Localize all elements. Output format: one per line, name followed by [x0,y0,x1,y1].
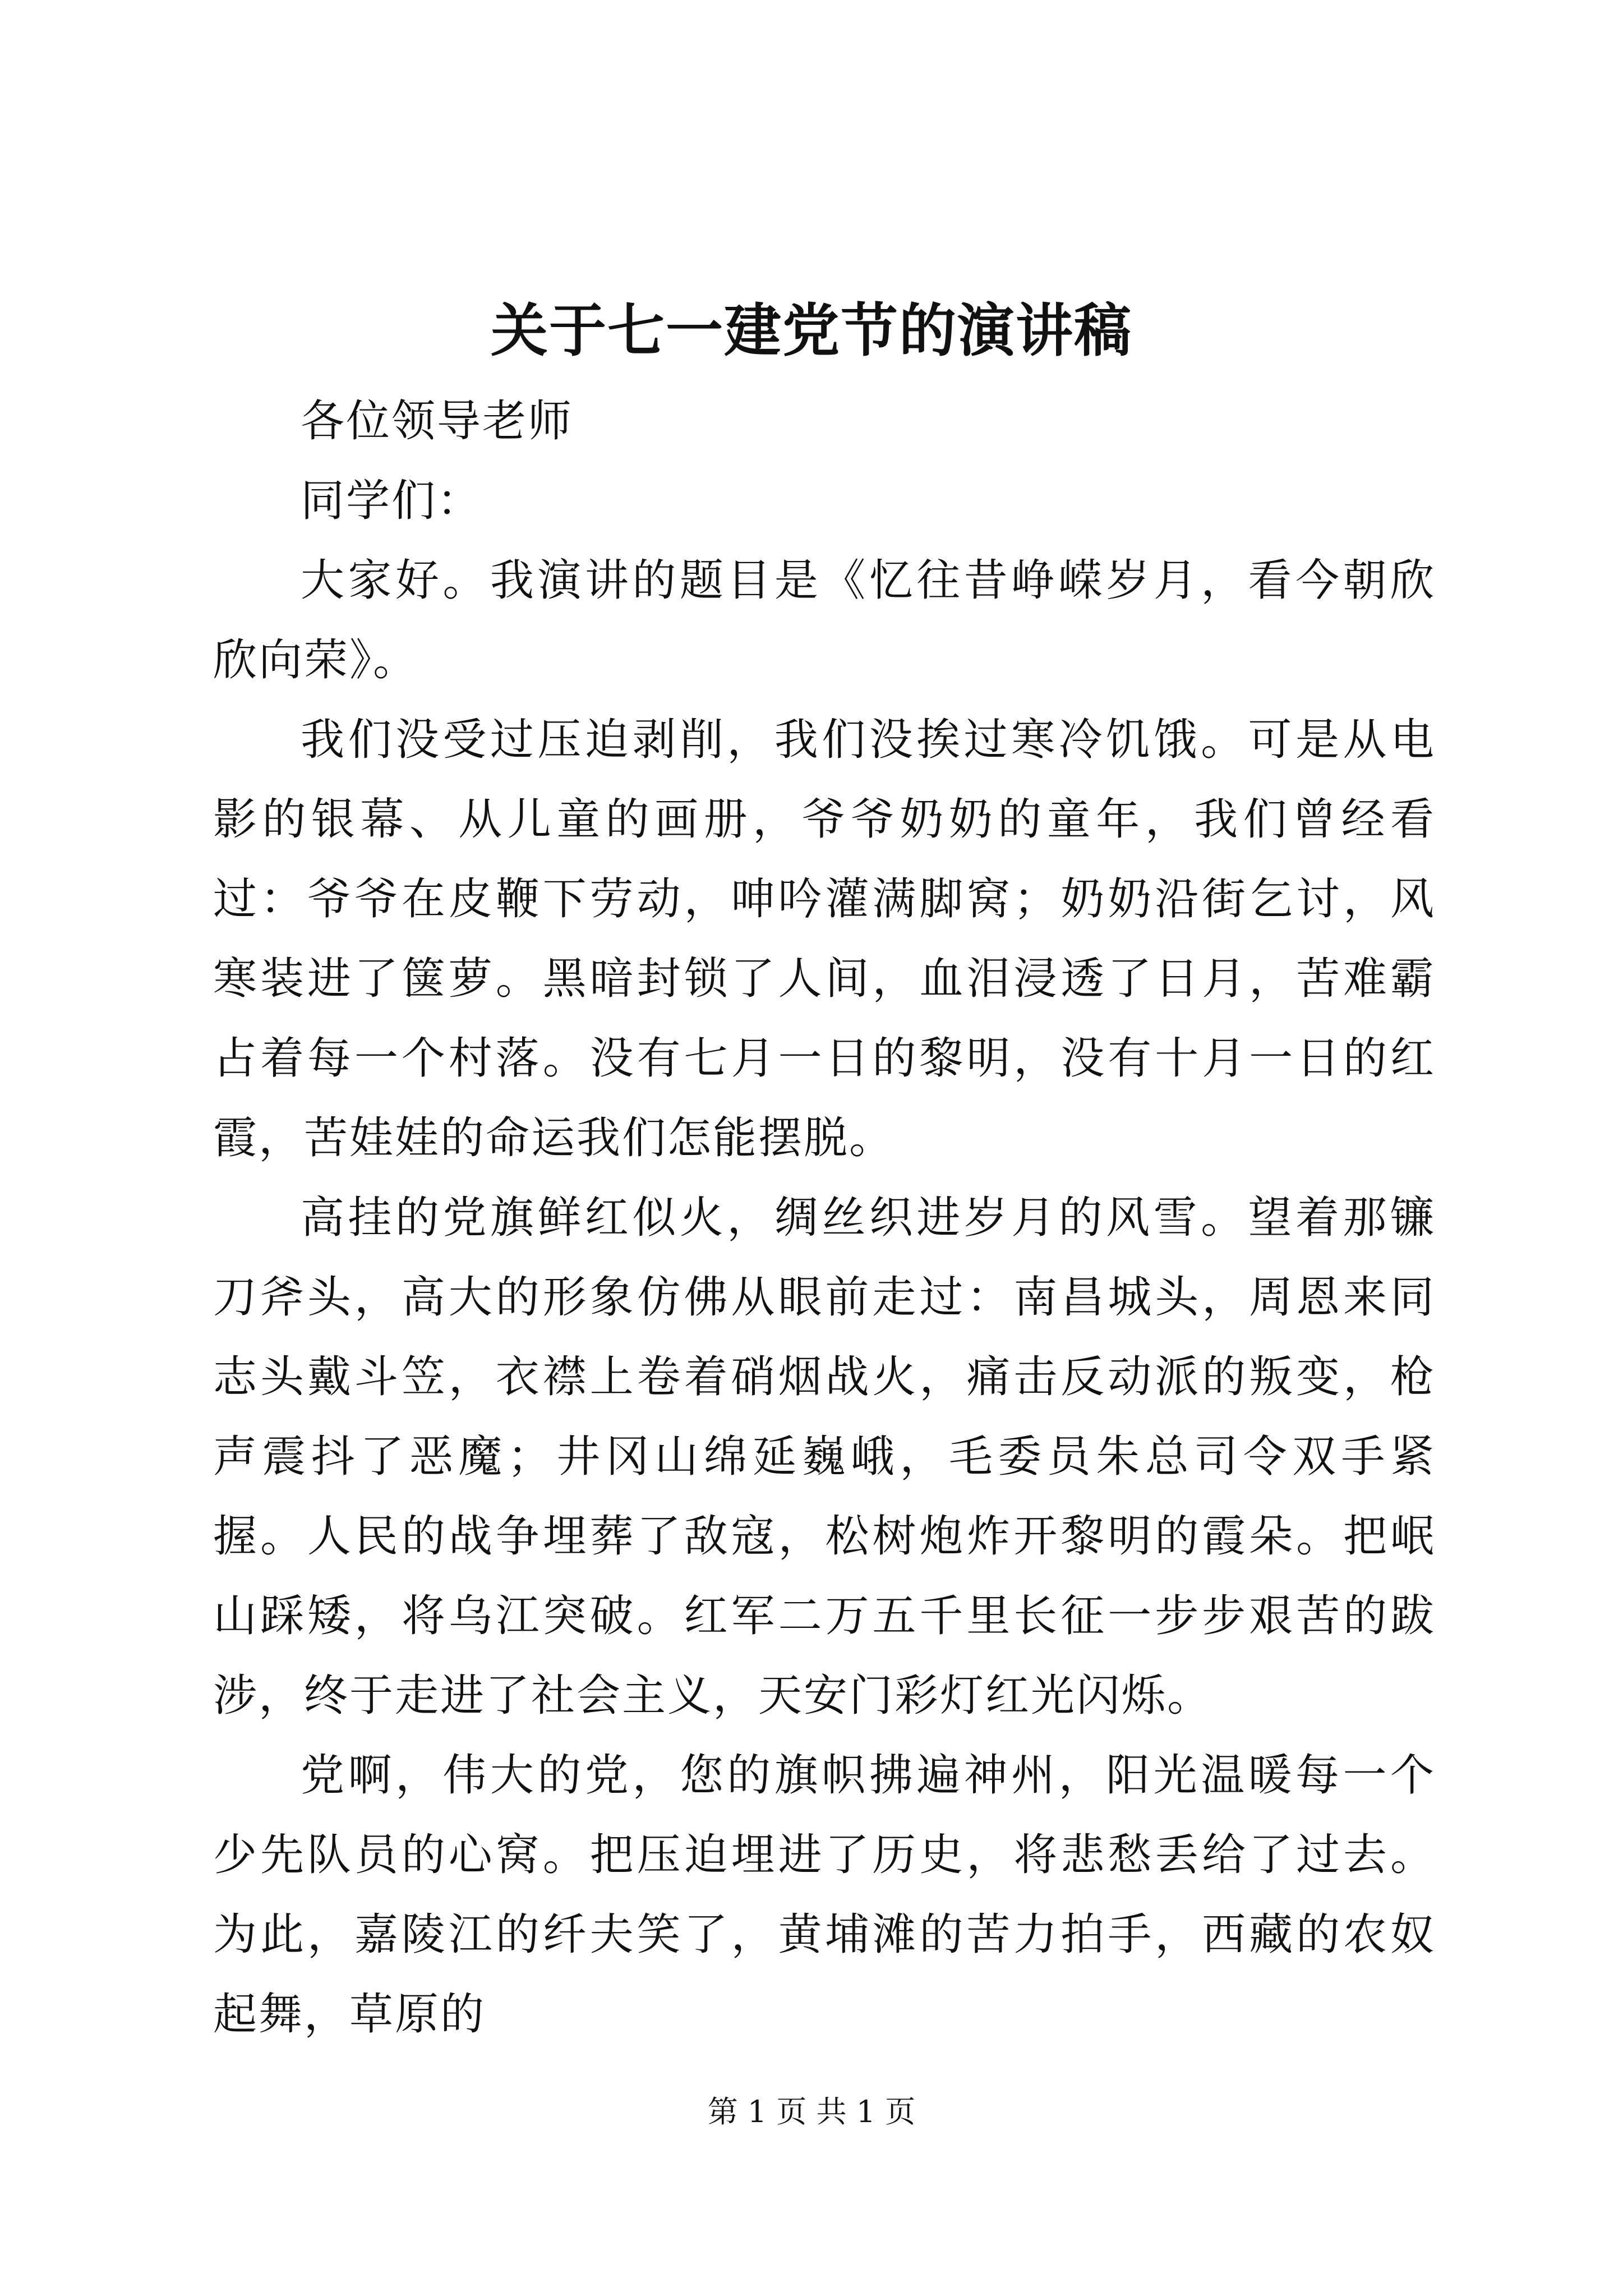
paragraph-greeting: 大家好。我演讲的题目是《忆往昔峥嵘岁月，看今朝欣欣向荣》。 [213,555,1436,685]
paragraph-salutation: 各位领导老师 [301,396,574,447]
paragraph-praise: 党啊，伟大的党，您的旗帜拂遍神州，阳光温暖每一个少先队员的心窝。把压迫埋进了历史，将悲愁丢给了过去。为此，嘉陵江的纤夫笑了，黄埔滩的苦力拍手，西藏的农奴起舞，草原的 [213,1750,1436,2040]
paragraph-party-history: 高挂的党旗鲜红似火，绸丝织进岁月的风雪。望着那镰刀斧头，高大的形象仿佛从眼前走过：南昌城头，周恩来同志头戴斗笠，衣襟上卷着硝烟战火，痛击反动派的叛变，枪声震抖了恶魔；井冈山绵延巍峨，毛委员朱总司令双手紧握。人民的战争埋葬了敌寇，松树炮炸开黎明的霞朵。把岷山踩矮，将乌江突破。红军二万五千里长征一步步艰苦的跋涉，终于走进了社会主义，天安门彩灯红光闪烁。 [213,1193,1436,1721]
document-body [213,381,1436,2054]
paragraph-salutation-students: 同学们： [301,476,483,526]
paragraph-past-hardship: 我们没受过压迫剥削，我们没挨过寒冷饥饿。可是从电影的银幕、从儿童的画册，爷爷奶奶的童年，我们曾经看过：爷爷在皮鞭下劳动，呻吟灌满脚窝；奶奶沿街乞讨，风寒装进了箧萝。黑暗封锁了人间，血泪浸透了日月，苦难霸占着每一个村落。没有七月一日的黎明，没有十月一日的红霞，苦娃娃的命运我们怎能摆脱。 [213,715,1436,1163]
document-title: 关于七一建党节的演讲稿 [491,297,1132,365]
page-footer: 第 1 页 共 1 页 [707,2094,916,2129]
